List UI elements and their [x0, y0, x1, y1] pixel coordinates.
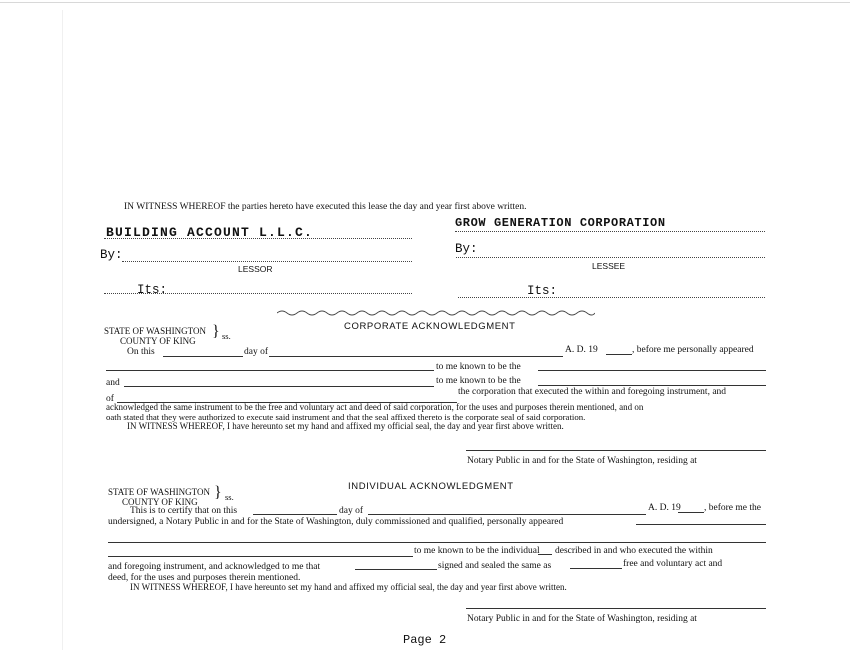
ind-free-act: free and voluntary act and — [623, 559, 723, 569]
corp-ss: ss. — [222, 331, 231, 341]
lessee-signature-line[interactable] — [456, 257, 765, 258]
corp-ad: A. D. 19 — [565, 345, 598, 355]
ind-appeared-field[interactable] — [636, 524, 766, 525]
ind-ad: A. D. 19 — [648, 503, 681, 513]
ind-state-label: STATE OF WASHINGTON — [108, 487, 210, 497]
corp-notary-signature-line[interactable] — [466, 450, 766, 451]
ind-known-individual: to me known to be the individual — [414, 546, 540, 556]
lessee-its-line[interactable] — [458, 297, 765, 298]
corp-ack-title: CORPORATE ACKNOWLEDGMENT — [344, 321, 516, 332]
corp-and: and — [106, 378, 120, 388]
lessor-signature-line[interactable] — [122, 261, 412, 262]
corp-witness-line: IN WITNESS WHEREOF, I have hereunto set my hand and affixed my official seal, the day and year first above written. — [127, 421, 564, 431]
corp-oath-line: oath stated that they were authorized to execute said instrument and that the seal affixed thereto is the corporate seal of said corporation. — [106, 412, 586, 422]
corp-month-field[interactable] — [269, 356, 563, 357]
lessor-by-label: By: — [100, 248, 123, 262]
lessor-name-line — [104, 238, 412, 239]
ind-brace: } — [214, 484, 222, 501]
corp-year-field[interactable] — [606, 354, 632, 355]
corp-brace: } — [212, 323, 220, 340]
corp-day-of: day of — [244, 347, 269, 357]
ind-foregoing: and foregoing instrument, and acknowledged to me that — [108, 562, 321, 572]
ind-signed-sealed: signed and sealed the same as — [438, 561, 552, 571]
scan-top-edge — [0, 2, 850, 3]
corp-person1-field[interactable] — [106, 370, 434, 371]
ind-year-field[interactable] — [678, 512, 704, 513]
witness-clause: IN WITNESS WHEREOF the parties hereto have executed this lease the day and year first above written. — [124, 202, 527, 212]
ind-person-field[interactable] — [108, 556, 413, 557]
corp-on-this: On this — [127, 347, 155, 357]
lessee-its-label: Its: — [527, 284, 558, 298]
ind-ack-title: INDIVIDUAL ACKNOWLEDGMENT — [348, 481, 514, 492]
ind-day-field[interactable] — [253, 514, 337, 515]
lessor-name: BUILDING ACCOUNT L.L.C. — [106, 225, 314, 240]
ind-day-of: day of — [339, 506, 364, 516]
lessee-name: GROW GENERATION CORPORATION — [455, 216, 666, 230]
corp-title2-field[interactable] — [538, 385, 766, 386]
corp-notary-label: Notary Public in and for the State of Washington, residing at — [467, 456, 697, 466]
corp-title1-field[interactable] — [538, 370, 766, 371]
corp-before-me: , before me personally appeared — [632, 345, 754, 355]
ind-ss: ss. — [225, 492, 234, 502]
ind-county-label: COUNTY OF KING — [122, 497, 198, 507]
lessor-role-label: LESSOR — [238, 264, 273, 274]
page-number: Page 2 — [403, 633, 447, 647]
corp-state-label: STATE OF WASHINGTON — [104, 326, 206, 336]
ind-deed: deed, for the uses and purposes therein mentioned. — [108, 573, 301, 583]
ind-described: described in and who executed the within — [555, 546, 713, 556]
corp-person2-field[interactable] — [124, 386, 434, 387]
corp-executed-text: the corporation that executed the within and foregoing instrument, and — [458, 387, 727, 397]
corp-known-to-be-2: to me known to be the — [436, 376, 521, 386]
ind-possessive-field[interactable] — [570, 568, 622, 569]
scan-left-edge — [62, 10, 63, 650]
lessee-name-line — [455, 231, 765, 232]
lessor-its-line[interactable] — [104, 293, 412, 294]
lessee-by-label: By: — [455, 242, 478, 256]
ind-pronoun-field[interactable] — [355, 569, 437, 570]
lessee-role-label: LESSEE — [592, 261, 626, 271]
ind-undersigned-line: undersigned, a Notary Public in and for the State of Washington, duly commissioned and qualified, personally appeared — [108, 517, 564, 527]
wavy-divider — [277, 309, 595, 317]
ind-notary-signature-line[interactable] — [466, 608, 766, 609]
ind-month-field[interactable] — [368, 514, 646, 515]
ind-notary-label: Notary Public in and for the State of Washington, residing at — [467, 614, 697, 624]
ind-plural-field[interactable] — [538, 554, 552, 555]
corp-day-field[interactable] — [163, 356, 243, 357]
corp-known-to-be-1: to me known to be the — [436, 362, 521, 372]
lessor-its-label: Its: — [137, 283, 168, 297]
ind-certify: This is to certify that on this — [130, 506, 238, 516]
corp-ack-line: acknowledged the same instrument to be the free and voluntary act and deed of said corporation, for the uses and purposes therein mentioned, and on — [106, 402, 644, 412]
ind-witness-line: IN WITNESS WHEREOF, I have hereunto set my hand and affixed my official seal, the day and year first above written. — [130, 582, 567, 592]
ind-names-field[interactable] — [108, 542, 766, 543]
ind-before-me: , before me the — [704, 503, 761, 513]
corp-county-label: COUNTY OF KING — [120, 336, 196, 346]
corp-of: of — [106, 394, 114, 404]
